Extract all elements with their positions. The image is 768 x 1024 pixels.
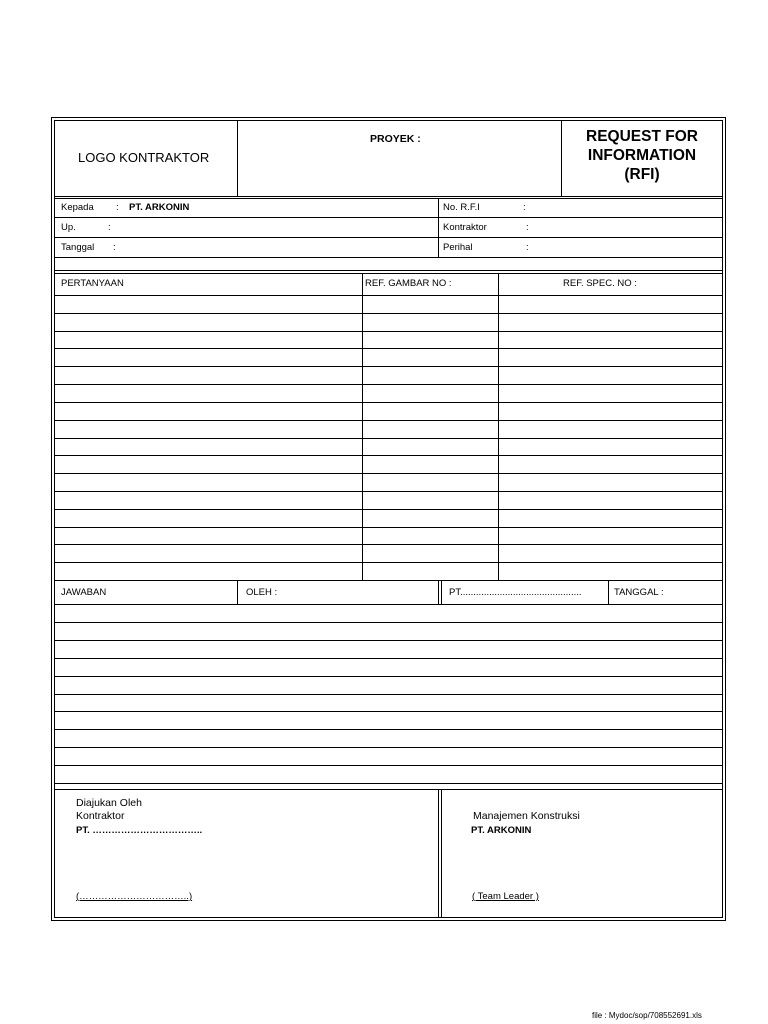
contractor-company: PT. …………………………….. bbox=[76, 825, 203, 836]
question-row-line bbox=[54, 455, 723, 456]
construction-management-company: PT. ARKONIN bbox=[471, 825, 532, 836]
question-row-line bbox=[54, 509, 723, 510]
answer-row-line bbox=[54, 765, 723, 766]
kepada-colon: : bbox=[116, 202, 119, 213]
info-divider bbox=[438, 198, 439, 257]
question-row-line bbox=[54, 491, 723, 492]
answers-col-divider-4 bbox=[608, 580, 609, 604]
tanggal-label: Tanggal bbox=[61, 242, 95, 253]
kontraktor-label: Kontraktor bbox=[443, 222, 487, 233]
col-oleh: OLEH : bbox=[246, 587, 278, 598]
question-row-line bbox=[54, 562, 723, 563]
header-divider-1 bbox=[237, 120, 238, 196]
contractor-label: Kontraktor bbox=[76, 810, 125, 822]
answers-top-line bbox=[54, 580, 723, 581]
question-row-line bbox=[54, 366, 723, 367]
header-divider-2 bbox=[561, 120, 562, 196]
no-rfi-label: No. R.F.I bbox=[443, 202, 480, 213]
info-bottom-line bbox=[54, 257, 723, 258]
form-title-line1: REQUEST FOR bbox=[586, 128, 698, 145]
signature-top-line-1 bbox=[54, 783, 723, 784]
question-row-line bbox=[54, 420, 723, 421]
up-label: Up. bbox=[61, 222, 76, 233]
form-title bbox=[566, 127, 718, 184]
info-row-line-1 bbox=[54, 217, 723, 218]
col-pertanyaan: PERTANYAAN bbox=[61, 278, 124, 289]
answers-header-line bbox=[54, 604, 723, 605]
answer-row-line bbox=[54, 711, 723, 712]
signature-divider-2 bbox=[441, 789, 442, 918]
perihal-colon: : bbox=[526, 242, 529, 253]
contractor-signature: (……………………………..) bbox=[76, 891, 193, 902]
file-path: file : Mydoc/sop/708552691.xls bbox=[592, 1011, 702, 1020]
questions-col-divider-2 bbox=[498, 273, 499, 580]
logo-placeholder: LOGO KONTRAKTOR bbox=[78, 150, 210, 165]
project-label: PROYEK : bbox=[370, 133, 421, 145]
perihal-label: Perihal bbox=[443, 242, 473, 253]
kepada-label: Kepada bbox=[61, 202, 94, 213]
form-inner-border bbox=[54, 120, 723, 918]
question-row-line bbox=[54, 438, 723, 439]
up-colon: : bbox=[108, 222, 111, 233]
question-row-line bbox=[54, 313, 723, 314]
col-ref-spec: REF. SPEC. NO : bbox=[563, 278, 637, 289]
question-row-line bbox=[54, 348, 723, 349]
col-ref-gambar: REF. GAMBAR NO : bbox=[365, 278, 452, 289]
kepada-value: PT. ARKONIN bbox=[129, 202, 190, 213]
answer-row-line bbox=[54, 747, 723, 748]
answer-row-line bbox=[54, 729, 723, 730]
answers-col-divider-3 bbox=[441, 580, 442, 604]
answer-row-line bbox=[54, 658, 723, 659]
question-row-line bbox=[54, 527, 723, 528]
col-jawaban: JAWABAN bbox=[61, 587, 107, 598]
signature-divider-1 bbox=[438, 789, 439, 918]
info-row-line-2 bbox=[54, 237, 723, 238]
info-top-line bbox=[54, 198, 723, 199]
col-tanggal: TANGGAL : bbox=[614, 587, 664, 598]
questions-col-divider-1 bbox=[362, 273, 363, 580]
question-row-line bbox=[54, 544, 723, 545]
signature-top-line-2 bbox=[54, 789, 723, 790]
question-row-line bbox=[54, 384, 723, 385]
answer-row-line bbox=[54, 640, 723, 641]
no-rfi-colon: : bbox=[523, 202, 526, 213]
answer-row-line bbox=[54, 622, 723, 623]
questions-header-line bbox=[54, 295, 723, 296]
question-row-line bbox=[54, 402, 723, 403]
spacer-line-1 bbox=[54, 270, 723, 271]
answer-row-line bbox=[54, 676, 723, 677]
spacer-line-2 bbox=[54, 273, 723, 274]
submitted-by-label: Diajukan Oleh bbox=[76, 797, 142, 809]
construction-management-label: Manajemen Konstruksi bbox=[473, 810, 580, 822]
question-row-line bbox=[54, 473, 723, 474]
form-title-line2: INFORMATION bbox=[587, 147, 697, 164]
answers-col-divider-2 bbox=[438, 580, 439, 604]
answers-col-divider-1 bbox=[237, 580, 238, 604]
team-leader-signature: ( Team Leader ) bbox=[472, 891, 539, 902]
col-pt: PT.............................................. bbox=[449, 587, 582, 598]
header-bottom-line bbox=[54, 196, 723, 197]
answer-row-line bbox=[54, 694, 723, 695]
kontraktor-colon: : bbox=[526, 222, 529, 233]
question-row-line bbox=[54, 331, 723, 332]
tanggal-colon: : bbox=[113, 242, 116, 253]
form-title-line3: (RFI) bbox=[624, 166, 660, 183]
